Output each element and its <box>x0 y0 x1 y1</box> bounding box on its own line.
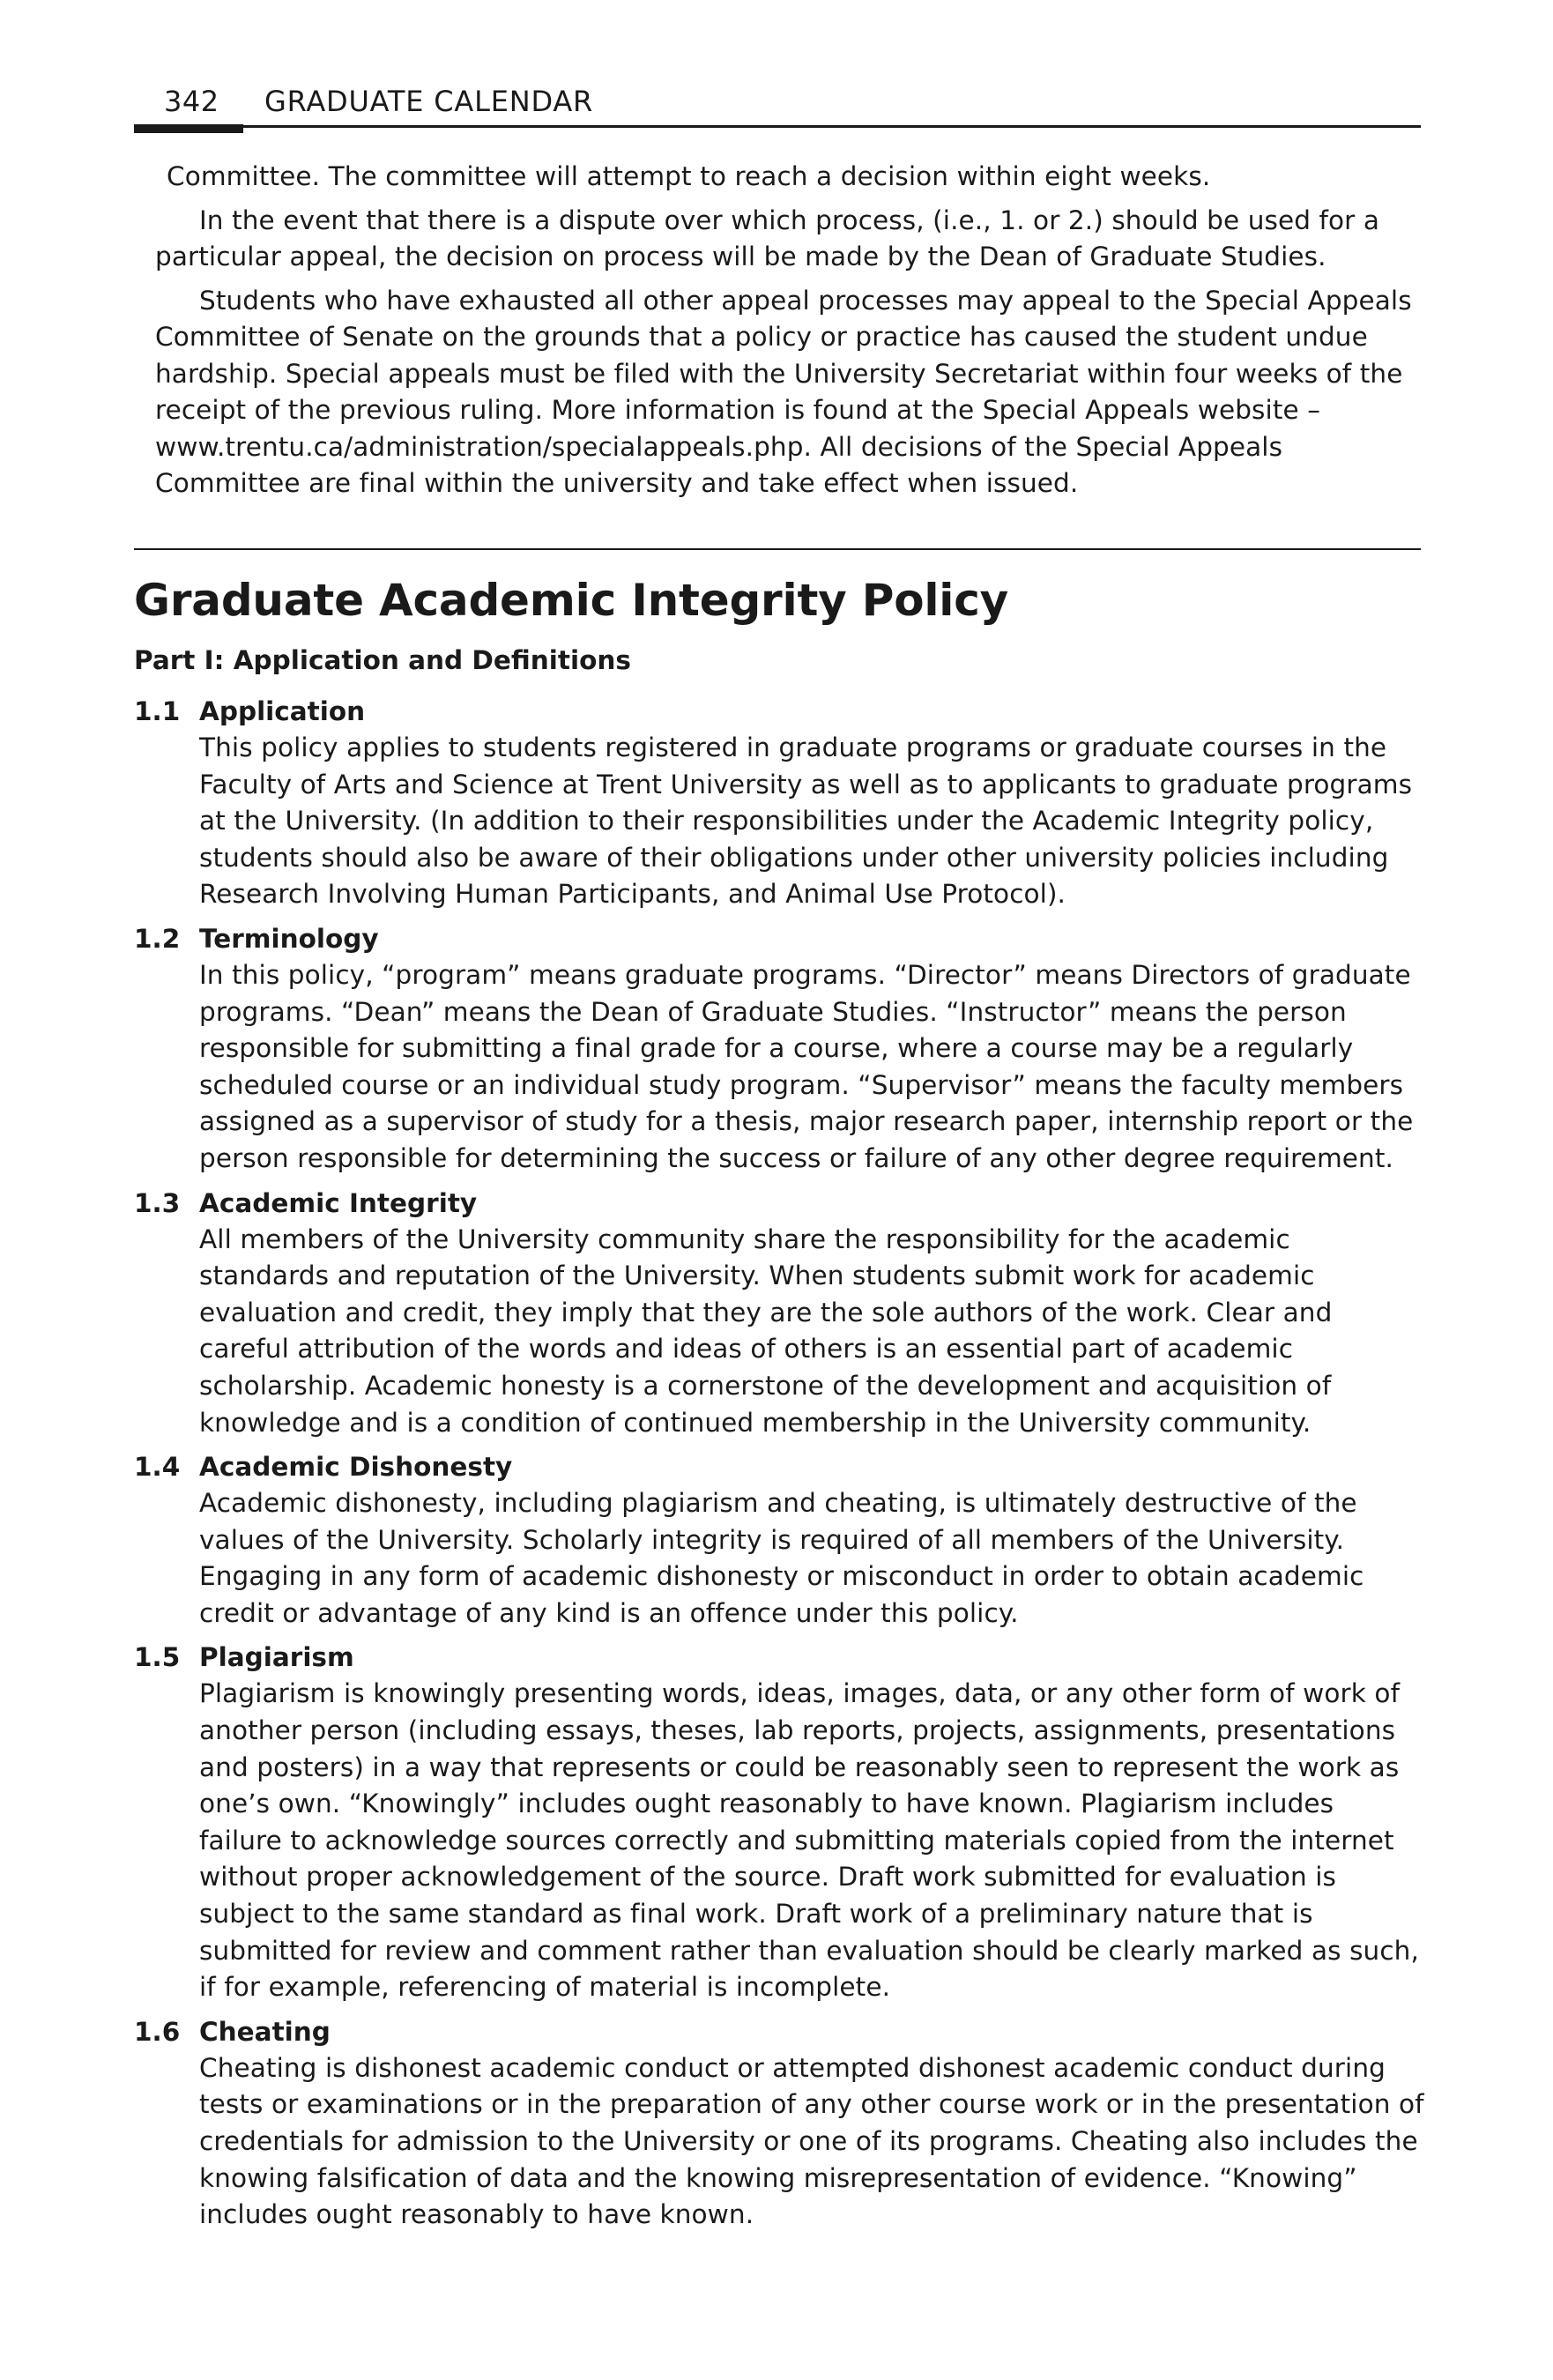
section-application <box>134 693 1421 913</box>
section-plagiarism <box>134 1639 1421 2005</box>
section-number: 1.6 <box>134 2016 181 2047</box>
running-header <box>134 78 1421 128</box>
section-body: Cheating is dishonest academic conduct or attempted dishonest academic conduct during tests or examinations or in the preparation of any other course work or in the presentation of credentials for admission to the University or one of its programs. Cheating also includes the knowing falsification of data and the knowing misrepresentation of evidence. “Knowing” includes ought reasonably to have known. <box>199 2052 1424 2230</box>
section-heading-text: Plagiarism <box>199 1642 354 1673</box>
page-number: 342 <box>164 85 219 118</box>
section-heading <box>134 920 1421 957</box>
part-title: Part I: Application and Definitions <box>134 645 631 675</box>
section-heading-text: Academic Dishonesty <box>199 1452 513 1483</box>
intro-paragraph-2: In the event that there is a dispute over which process, (i.e., 1. or 2.) should be used for a particular appeal, the decision on process will be made by the Dean of Graduate Studies. <box>155 205 1380 271</box>
policy-title: Graduate Academic Integrity Policy <box>134 575 1009 626</box>
section-heading-text: Academic Integrity <box>199 1187 478 1218</box>
section-number: 1.3 <box>134 1187 181 1218</box>
section-heading <box>134 693 1421 730</box>
section-body: All members of the University community share the responsibility for the academic standards and reputation of the University. When students submit work for academic evaluation and credit, they imply that they are the sole authors of the work. Clear and careful attribution of the words and ideas of others is an essential part of academic scholarship. Academic honesty is a cornerstone of the development and acquisition of knowledge and is a condition of continued membership in the University community. <box>199 1223 1333 1438</box>
section-divider <box>134 548 1421 550</box>
section-body: This policy applies to students registered in graduate programs or graduate courses in the Faculty of Arts and Science at Trent University as well as to applicants to graduate programs at the University. (In addition to their responsibilities under the Academic Integrity policy, students should also be aware of their obligations under other university policies including Research Involving Human Participants, and Animal Use Protocol). <box>199 733 1413 910</box>
section-heading <box>134 1185 1421 1222</box>
section-heading <box>134 1639 1421 1676</box>
section-number: 1.1 <box>134 696 181 726</box>
section-academic-dishonesty <box>134 1448 1421 1632</box>
intro-text <box>155 159 1424 509</box>
header-tab-marker <box>134 124 243 133</box>
section-body: In this policy, “program” means graduate programs. “Director” means Directors of graduate programs. “Dean” means the Dean of Graduate Studies. “Instructor” means the person responsible for submitting a final grade for a course, where a course may be a regularly scheduled course or an individual study program. “Supervisor” means the faculty members assigned as a supervisor of study for a thesis, major research paper, internship report or the person responsible for determining the success or failure of any other degree requirement. <box>199 959 1414 1173</box>
section-heading-text: Terminology <box>199 923 379 954</box>
section-academic-integrity <box>134 1185 1421 1442</box>
section-heading <box>134 1448 1421 1485</box>
intro-paragraph-3: Students who have exhausted all other appeal processes may appeal to the Special Appeals Committee of Senate on the grounds that a policy or practice has caused the student undue hardship. Special appeals must be filed with the University Secretariat within four weeks of the receipt of the previous ruling. More information is found at the Special Appeals website – www.trentu.ca/administration/specialappeals.php. All decisions of the Special Appeals Committee are final within the university and take effect when issued. <box>155 285 1412 498</box>
section-heading-text: Application <box>199 696 366 726</box>
running-section-title: GRADUATE CALENDAR <box>264 85 594 118</box>
section-number: 1.2 <box>134 923 181 954</box>
section-terminology <box>134 920 1421 1178</box>
section-heading <box>134 2013 1421 2050</box>
section-body: Plagiarism is knowingly presenting words, ideas, images, data, or any other form of work of another person (including essays, theses, lab reports, projects, assignments, presentations and posters) in a way that represents or could be reasonably seen to represent the work as one’s own. “Knowingly” includes ought reasonably to have known. Plagiarism includes failure to acknowledge sources correctly and submitting materials copied from the internet without proper acknowledgement of the source. Draft work submitted for evaluation is subject to the same standard as final work. Draft work of a preliminary nature that is submitted for review and comment rather than evaluation should be clearly marked as such, if for example, referencing of material is incomplete. <box>199 1678 1419 2003</box>
section-heading-text: Cheating <box>199 2016 331 2047</box>
section-number: 1.5 <box>134 1642 181 1673</box>
section-number: 1.4 <box>134 1452 181 1483</box>
policy-sections <box>134 693 1424 2241</box>
section-body: Academic dishonesty, including plagiarism and cheating, is ultimately destructive of the values of the University. Scholarly integrity is required of all members of the University. Engaging in any form of academic dishonesty or misconduct in order to obtain academic credit or advantage of any kind is an offence under this policy. <box>199 1488 1364 1628</box>
section-cheating <box>134 2013 1424 2234</box>
intro-paragraph-1: Committee. The committee will attempt to reach a decision within eight weeks. <box>167 161 1211 191</box>
